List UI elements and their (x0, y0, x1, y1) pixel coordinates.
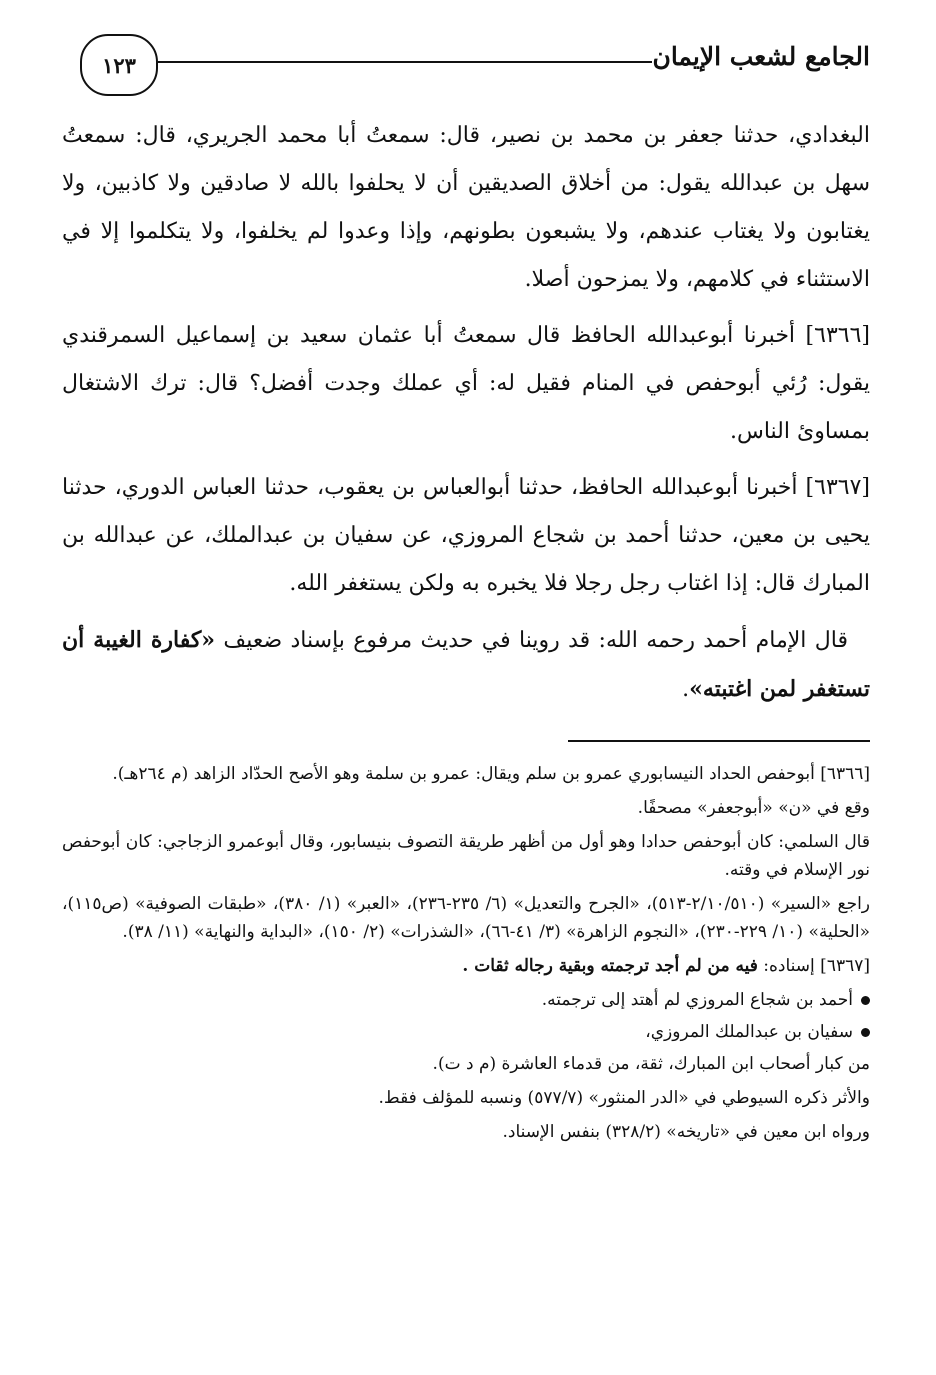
footnote-divider (568, 740, 870, 742)
running-title: الجامع لشعب الإيمان (652, 42, 870, 71)
footnote-ref: [٦٣٦٧] إسناده: (763, 956, 870, 976)
bullet-icon (861, 996, 870, 1005)
page-number: ١٢٣ (80, 34, 158, 96)
bullet-text: سفيان بن عبدالملك المروزي، (645, 1022, 853, 1042)
footnote-line: قال السلمي: كان أبوحفص حدادا وهو أول من أظهر طريقة التصوف بنيسابور، وقال أبوعمرو الزجاجي: كان أبوحفص نور الإسلام في وقته. (62, 832, 870, 880)
author-comment-lead: قال الإمام أحمد رحمه الله: قد روينا في حديث مرفوع بإسناد ضعيف (223, 628, 848, 653)
footnote-6367 (62, 952, 870, 980)
main-text (62, 112, 870, 722)
footnotes (62, 760, 870, 1152)
page-header (80, 34, 870, 104)
bullet-text: أحمد بن شجاع المروزي لم أهتد إلى ترجمته. (541, 990, 853, 1010)
footnote-6366: [٦٣٦٦] أبوحفص الحداد النيسابوري عمرو بن سلم ويقال: عمرو بن سلمة وهو الأصح الحدّاد الزاهد (م ٢٦٤هـ). (112, 764, 870, 784)
author-comment (62, 616, 870, 714)
header-rule (158, 61, 652, 63)
footnote-line: من كبار أصحاب ابن المبارك، ثقة، من قدماء العاشرة (م د ت). (432, 1054, 870, 1074)
bullet-item (62, 1018, 870, 1046)
hadith-6367: [٦٣٦٧] أخبرنا أبوعبدالله الحافظ، حدثنا أبوالعباس بن يعقوب، حدثنا العباس الدوري، حدثنا يحيى بن معين، حدثنا أحمد بن شجاع المروزي، عن سفيان بن عبدالملك، عن عبدالله بن المبارك قال: إذا اغتاب رجل رجلا فلا يخبره به ولكن يستغفر الله. (62, 475, 870, 596)
footnote-line: والأثر ذكره السيوطي في «الدر المنثور» (٥٧٧/٧) ونسبه للمؤلف فقط. (378, 1088, 870, 1108)
paragraph: البغدادي، حدثنا جعفر بن محمد بن نصير، قال: سمعتُ أبا محمد الجريري، قال: سمعتُ سهل بن عبدالله يقول: من أخلاق الصديقين أن لا يحلفوا بالله لا صادقين ولا كاذبين، ولا يغتابون ولا يغتاب عندهم، ولا يشبعون بطونهم، وإذا وعدوا لم يخلفوا، ولا يتكلموا إلا في الاستثناء في كلامهم، ولا يمزحون أصلا. (62, 123, 870, 292)
bullet-item (62, 986, 870, 1014)
footnote-line: ورواه ابن معين في «تاريخه» (٣٢٨/٢) بنفس الإسناد. (502, 1122, 870, 1142)
hadith-6366: [٦٣٦٦] أخبرنا أبوعبدالله الحافظ قال سمعتُ أبا عثمان سعيد بن إسماعيل السمرقندي يقول: رُئي أبوحفص في المنام فقيل له: أي عملك وجدت أفضل؟ قال: ترك الاشتغال بمساوئ الناس. (62, 323, 870, 444)
bullet-icon (861, 1028, 870, 1037)
quoted-hadith: «كفارة الغيبة أن تستغفر لمن اغتبته» (62, 627, 870, 702)
isnad-verdict: فيه من لم أجد ترجمته وبقية رجاله ثقات . (462, 956, 758, 976)
footnote-line: وقع في «ن» «أبوجعفر» مصحفًا. (637, 798, 870, 818)
author-comment-end: . (682, 677, 690, 702)
footnote-references: راجع «السير» (٢/١٠/٥١٠-٥١٣)، «الجرح والتعديل» (٦/ ٢٣٥-٢٣٦)، «العبر» (١/ ٣٨٠)، «طبقات الصوفية» (ص١١٥)، «الحلية» (١٠/ ٢٢٩-٢٣٠)، «النجوم الزاهرة» (٣/ ٤١-٦٦)، «الشذرات» (٢/ ١٥٠)، «البداية والنهاية» (١١/ ٣٨). (62, 894, 871, 942)
